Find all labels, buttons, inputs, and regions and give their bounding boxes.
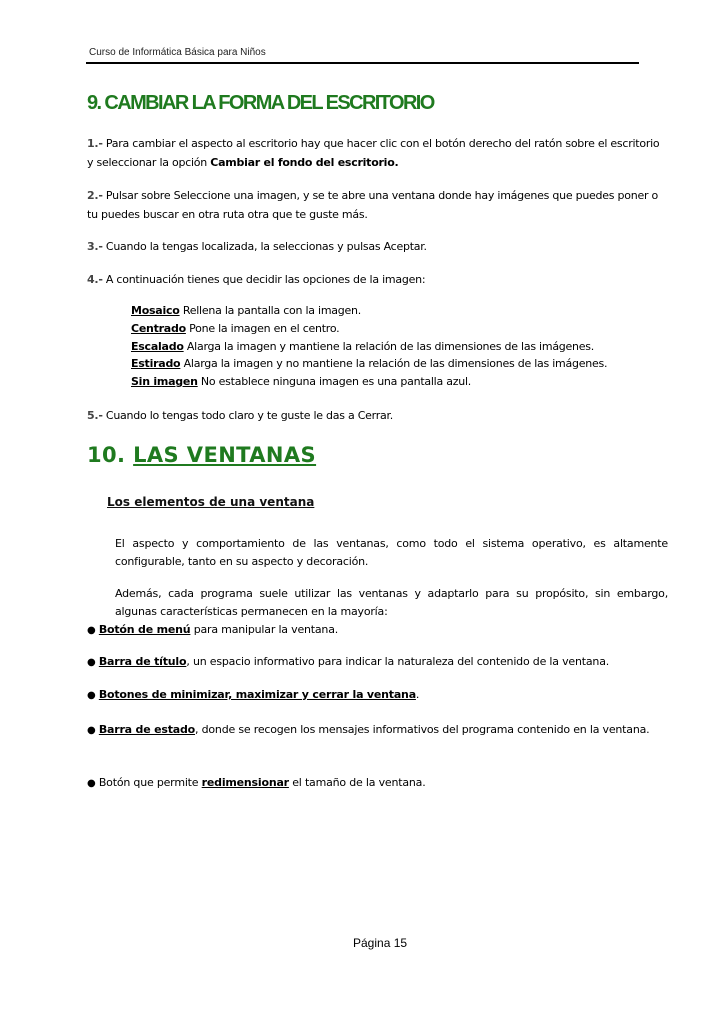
bullet-icon: ● xyxy=(87,690,96,701)
section-10-title xyxy=(87,443,316,467)
bullet-term: redimensionar xyxy=(201,776,289,789)
step-text: Cuando la tengas localizada, la seleccionas y pulsas Aceptar. xyxy=(102,240,427,253)
step-number: 3.- xyxy=(87,240,103,253)
bullet-icon: ● xyxy=(87,778,96,789)
option-desc: Alarga la imagen y no mantiene la relación de las dimensiones de las imágenes. xyxy=(180,357,608,371)
option-item xyxy=(131,302,651,320)
step-text: Cuando lo tengas todo claro y te guste le das a Cerrar. xyxy=(102,409,394,422)
option-desc: No establece ninguna imagen es una pantalla azul. xyxy=(197,375,472,389)
option-item xyxy=(131,320,651,338)
bullet-text: , un espacio informativo para indicar la naturaleza del contenido de la ventana. xyxy=(186,655,610,668)
bullet-item xyxy=(87,653,669,672)
bullet-text: para manipular la ventana. xyxy=(190,623,339,636)
step-number: 1.- xyxy=(87,137,103,150)
step-bold-text: Cambiar el fondo del escritorio. xyxy=(210,156,399,169)
bullet-pre: Botón que permite xyxy=(95,776,202,789)
bullet-item xyxy=(87,686,669,705)
bullet-icon: ● xyxy=(87,657,96,668)
bullet-text: , donde se recogen los mensajes informativos del programa contenido en la ventana. xyxy=(195,723,650,736)
option-item xyxy=(131,373,651,391)
step-text: A continuación tienes que decidir las opciones de la imagen: xyxy=(102,273,426,286)
option-term: Sin imagen xyxy=(131,375,198,389)
option-term: Mosaico xyxy=(131,304,180,317)
step-number: 2.- xyxy=(87,189,103,202)
bullet-text: . xyxy=(415,688,420,701)
step-2 xyxy=(87,186,667,224)
step-5 xyxy=(87,406,667,425)
step-number: 5.- xyxy=(87,409,103,422)
section-10-title-text: LAS VENTANAS xyxy=(133,443,317,467)
section-9-title: 9. CAMBIAR LA FORMA DEL ESCRITORIO xyxy=(87,92,434,114)
bullet-text: el tamaño de la ventana. xyxy=(288,776,426,789)
bullet-icon: ● xyxy=(87,725,96,736)
intro-paragraph-1: El aspecto y comportamiento de las ventanas, como todo el sistema operativo, es altamente configurable, tanto en su aspecto y decoración. xyxy=(115,537,668,568)
bullet-item xyxy=(87,774,669,793)
page-number: Página 15 xyxy=(353,936,408,950)
section-10-number: 10. xyxy=(87,443,126,467)
option-item xyxy=(131,338,651,356)
subheading: Los elementos de una ventana xyxy=(107,495,315,509)
option-term: Escalado xyxy=(131,339,184,353)
option-term: Estirado xyxy=(131,357,181,371)
bullet-item xyxy=(87,721,669,740)
option-term: Centrado xyxy=(131,321,186,335)
intro-paragraph-2: Además, cada programa suele utilizar las ventanas y adaptarlo para su propósito, sin embargo, algunas características permanecen en la mayoría: xyxy=(115,587,668,618)
option-item xyxy=(131,355,651,373)
bullet-term: Barra de estado xyxy=(98,723,196,736)
step-text: Para cambiar el aspecto al escritorio hay que hacer clic con el botón derecho del ratón sobre el escritorio y seleccionar la opción xyxy=(87,137,660,169)
bullet-icon: ● xyxy=(87,625,96,636)
step-4 xyxy=(87,270,667,289)
bullet-term: Barra de título xyxy=(98,655,187,668)
option-desc: Alarga la imagen y mantiene la relación de las dimensiones de las imágenes. xyxy=(183,339,595,353)
option-desc: Rellena la pantalla con la imagen. xyxy=(179,304,361,317)
bullet-term: Botón de menú xyxy=(98,623,191,636)
step-3 xyxy=(87,237,667,256)
step-number: 4.- xyxy=(87,273,103,286)
header-rule xyxy=(86,62,639,64)
running-header: Curso de Informática Básica para Niños xyxy=(89,47,266,58)
option-desc: Pone la imagen en el centro. xyxy=(185,321,340,335)
bullet-term: Botones de minimizar, maximizar y cerrar la ventana xyxy=(98,688,416,701)
image-options-list xyxy=(131,302,651,391)
bullet-item xyxy=(87,621,669,640)
step-text: Pulsar sobre Seleccione una imagen, y se te abre una ventana donde hay imágenes que puedes poner o tu puedes buscar en otra ruta otra que te guste más. xyxy=(87,189,658,221)
step-1 xyxy=(87,134,667,172)
